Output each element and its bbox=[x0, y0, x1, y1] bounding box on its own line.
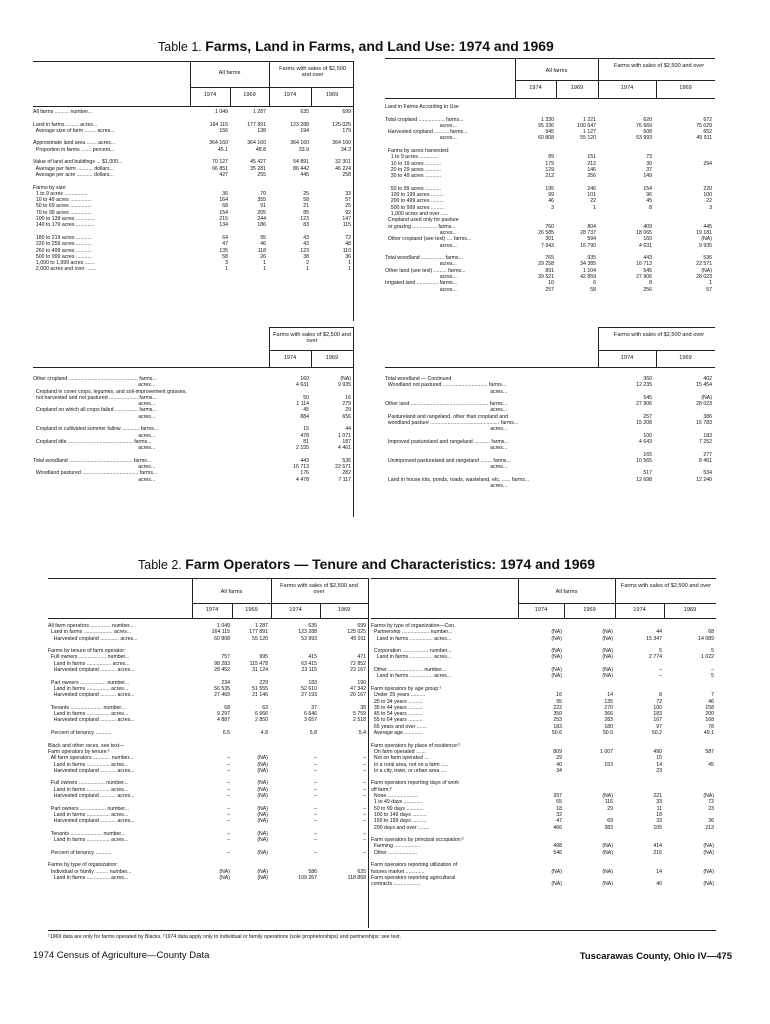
yr-1974: 1974 bbox=[620, 85, 634, 91]
table1-label: Table 1. bbox=[158, 40, 202, 54]
t2-left-col-sales-1974: 635 123 288 53 993 415 63 415 23 115 183 52 610 27 193 37 6 646 3 657 5.8 – – – – – – – – – – – – 586 109 267 bbox=[298, 623, 317, 881]
t2-left-col-1974: 1 049 164 115 60 808 757 98 283 28 452 234 56 535 27 469 68 9 297 4 887 6.5 – – – – – – – – – – – – (NA) (NA) bbox=[211, 623, 230, 881]
rule bbox=[515, 80, 715, 81]
yr-1969: 1969 bbox=[583, 607, 596, 613]
yr-1969: 1969 bbox=[243, 92, 256, 98]
table1-title bbox=[158, 38, 554, 54]
yr-1969: 1969 bbox=[245, 607, 258, 613]
t1-mid-col-1974: 160 4 631 50 1 114 45 884 15 478 81 2 155 443 16 713 176 4 478 bbox=[293, 376, 309, 483]
t1-mid-col-1969: (NA) 9 935 16 279 29 656 44 1 071 187 4 461 536 22 571 282 7 117 bbox=[335, 376, 351, 483]
rule bbox=[515, 58, 516, 98]
t2-left-col-sales-1969: 699 125 025 45 911 471 72 852 23 167 190 47 342 20 167 38 5 759 2 518 5.4 – – – – – – – – – – – – 625 118 868 bbox=[347, 623, 366, 881]
yr-1974: 1974 bbox=[633, 607, 646, 613]
rule bbox=[518, 603, 716, 604]
hdr-sales: Farms with sales of $2,500 and over bbox=[280, 583, 358, 596]
rule bbox=[192, 603, 368, 604]
rule bbox=[269, 61, 270, 106]
rule bbox=[385, 58, 715, 59]
t1-left-col-1969: 1 287 177 891 138 364 160 48.8 45 427 35 281 255 70 355 91 205 244 186 95 46 118 26 1 1 bbox=[247, 109, 266, 273]
hdr-all-farms: All farms bbox=[220, 589, 243, 595]
t2-right-labels: Farms by type of organization—Con. Partnership ................... number... Land in farms ................ acres... Corporation .................. number... Land in farms ................ acres... Other ........................ number... Land in farms ................ acres... Farm operators by age group:¹ Under 25 years .......... 25 to 34 years .......... 35 to 44 years .......... 45 to 54 years .......... 55 to 64 years .......... 65 years and over ....... Average age ............. Farm operators by place of residence:² On farm operated ....... Not on farm operated ... In a rural area, not on a farm ..... In a city, town, or urban area .... Farm operators reporting days of work off farm:² None ..................... 1 to 49 days ............. 50 to 99 days ............ 100 to 149 days .......... 150 to 199 days .......... 200 days and over ........ Farm operators by principal occupation:² Farming .................. Other .................... Farm operators reporting utilization of futures market ............. Farm operators reporting agricultural contracts ................... bbox=[371, 623, 464, 888]
rule bbox=[598, 327, 715, 328]
hdr-all-farms: All farms bbox=[218, 70, 241, 76]
yr-1969: 1969 bbox=[683, 607, 697, 613]
yr-1969: 1969 bbox=[679, 85, 692, 91]
yr-1969: 1969 bbox=[325, 355, 339, 361]
yr-1974: 1974 bbox=[205, 607, 219, 613]
rule bbox=[48, 930, 716, 931]
rule bbox=[371, 578, 716, 579]
rule bbox=[353, 61, 354, 321]
yr-1974: 1974 bbox=[534, 607, 548, 613]
rule bbox=[190, 61, 191, 106]
rule bbox=[385, 367, 715, 368]
t2-right-col-sales-1969: 68 14 089 5 1 022 – 5 7 46 158 200 168 78 49.1 587 45 (NA) 72 23 36 213 (NA) (NA) (NA) (NA) bbox=[698, 629, 714, 888]
t2-right-col-1974: (NA) (NA) (NA) (NA) (NA) (NA) 16 95 222 350 253 183 50.6 809 29 40 34 397 65 18 32 47 466 498 546 (NA) (NA) bbox=[551, 629, 562, 888]
yr-1974: 1974 bbox=[289, 607, 302, 613]
rule bbox=[371, 618, 716, 619]
rule bbox=[33, 61, 353, 62]
table2-title-text: Farm Operators — Tenure and Characteristics: 1974 and 1969 bbox=[185, 556, 596, 572]
t1-right-col-sales-1969: 672 75 029 652 45 911 294 220 100 22 3 445 19 181 (NA) 9 935 536 22 571 (NA) 28 023 1 57 bbox=[696, 116, 712, 293]
rule bbox=[190, 87, 353, 88]
t1-mid-right-col-1969: 402 15 454 (NA) 28 023 386 15 783 183 7 252 277 8 451 534 12 240 bbox=[696, 376, 712, 483]
rule bbox=[48, 578, 368, 579]
t1-left-labels: All farms .......... number... Land in farms ......... acres... Average size of farm ........ acres... Approximate land area ....... acres... Proportion in farms ....... percent... Value of land and buildings ... $1,000... Average per farm ........... dollars... Average per acre ........... dollars... Farms by size: 1 to 9 acres ................ 10 to 49 acres ............... 50 to 69 acres ............... 70 to 99 acres ............... 100 to 139 acres ............. 140 to 179 acres ............. 180 to 219 acres ........... 220 to 259 acres ........... 260 to 499 acres ........... 500 to 999 acres ........... 1,000 to 1,999 acres ....... 2,000 acres and over ....... bbox=[33, 109, 123, 273]
yr-1969: 1969 bbox=[679, 355, 692, 361]
footnote: ¹1969 data are only for farms operated by Blacks. ²1974 data apply only to individual or family operations (sole proprietorships) and partnerships; see text. bbox=[48, 934, 401, 940]
t1-left-col-sales-1974: 635 123 288 194 364 160 33.9 54 891 86 442 445 25 58 21 85 123 83 43 43 123 38 2 1 bbox=[290, 109, 309, 273]
table2-title bbox=[138, 556, 595, 572]
yr-1974: 1974 bbox=[283, 92, 297, 98]
t1-right-col-1969: 1 221 100 647 1 127 55 120 151 212 146 256 246 101 22 1 804 28 737 594 16 790 935 34 385 1 104 42 859 6 58 bbox=[577, 116, 596, 293]
t1-right-col-sales-1974: 620 76 669 608 53 993 73 30 37 149 154 96 45 8 409 18 065 160 4 631 443 16 713 545 27 906 8 256 bbox=[636, 116, 652, 293]
t1-mid-right-col-1974: 360 12 235 545 27 906 257 15 208 100 4 643 165 10 565 517 12 698 bbox=[636, 376, 652, 483]
hdr-sales: Farms with sales of $2,500 and over bbox=[613, 63, 705, 69]
t2-left-labels: All farm operators .............. number... Land in farms .................... acres... Harvested cropland ............. acres... Farms by tenure of farm operator: Full owners ................... number... Land in farms ................. acres... Harvested cropland ........... acres... Part owners .................. number... Land in farms ................ acres... Harvested cropland ........... acres... Tenants ...................... number... Land in farms ................ acres... Harvested cropland ........... acres... Percent of tenancy ........... Black and other races, see text— Farm operators by tenure:¹ All farm operators ............ number... Land in farms ................ acres... Harvested cropland ........... acres... Full owners .................. number... Land in farms ................ acres... Harvested cropland ........... acres... Part owners .................. number... Land in farms ................ acres... Harvested cropland ........... acres... Tenants ...................... number... Land in farms ................ acres... Percent of tenancy ........... Farms by type of organization: Individual or family ......... number... Land in farms ................ acres... bbox=[48, 623, 138, 881]
t1-right-col-1974: 1 330 95 336 945 60 808 89 179 129 212 195 99 46 3 760 26 585 301 7 943 765 29 258 891 39 521 10 257 bbox=[538, 116, 554, 293]
footer-publication: 1974 Census of Agriculture—County Data bbox=[33, 950, 210, 961]
yr-1969: 1969 bbox=[570, 85, 584, 91]
hdr-sales: Farms with sales of $2,500 and over bbox=[620, 583, 712, 589]
rule bbox=[598, 58, 599, 98]
footer-county-page: Tuscarawas County, Ohio IV—475 bbox=[579, 951, 732, 962]
t1-left-col-sales-1969: 699 125 025 179 364 160 34.3 32 301 46 224 258 33 57 25 92 147 115 72 48 110 36 1 1 bbox=[332, 109, 351, 273]
rule bbox=[33, 106, 353, 107]
yr-1969: 1969 bbox=[325, 92, 339, 98]
t1-mid-right-labels: Total woodland — Continued Woodland not pastured ............................... farms... acres... Other land ...................................................... farms... acres... Pastureland and rangeland, other than cropland and woodland pasture ................................................ farms... acres... Improved pastureland and rangeland ........... farms... acres... Unimproved pastureland and rangeland ........ farms... acres... Land in house lots, ponds, roads, wasteland, etc. ...... farms... acres... bbox=[385, 376, 530, 490]
rule bbox=[269, 327, 353, 328]
t1-right-labels: Land in Farms According to Use Total cropland .................. farms... acres... Harvested cropland .......... farms... acres... Farms by acres harvested: 1 to 9 acres ............. 10 to 19 acres ........... 20 to 29 acres ........... 30 to 49 acres ........... 50 to 99 acres ........... 100 to 199 acres ......... 200 to 499 acres ......... 500 to 999 acres ......... 1,000 acres and over ..... Cropland used only for pasture or grazing ................. farms... acres... Other cropland (see text) .... farms... acres... Total woodland ................ farms... acres... Other land (see text) ......... farms... acres... Irrigated land ............... farms... acres... bbox=[385, 104, 472, 293]
rule bbox=[385, 98, 715, 99]
hdr-all-farms: All farms bbox=[555, 589, 578, 595]
rule bbox=[353, 327, 354, 517]
yr-1974: 1974 bbox=[529, 85, 542, 91]
hdr-all-farms: All farms bbox=[545, 68, 568, 74]
rule bbox=[368, 578, 369, 928]
table1-title-text: Farms, Land in Farms, and Land Use: 1974 and 1969 bbox=[205, 38, 554, 54]
yr-1974: 1974 bbox=[283, 355, 297, 361]
hdr-sales: Farms with sales of $2,500 and over bbox=[613, 332, 705, 338]
hdr-sales: Farms with sales of $2,500 and over bbox=[279, 66, 346, 79]
t2-right-col-sales-1974: 44 15 347 5 2 774 – – 8 72 100 183 167 97 50.2 490 15 14 23 221 33 11 18 33 105 414 216 14 40 bbox=[646, 629, 662, 888]
t1-left-col-1974: 1 049 164 115 156 364 160 45.1 70 127 66 851 427 36 164 68 154 215 134 64 47 135 58 3 1 bbox=[209, 109, 228, 273]
t1-mid-labels: Other cropland ................................................ farms... acres... Cropland in cover crops, legumes, and soil-improvement grasses, not harvested and not pastured .................... farms... acres... Cropland on which all crops failed ................ farms... acres... Cropland in cultivated summer fallow ............ farms... acres... Cropland idle ............................................. farms... acres... Total woodland ............................................ farms... acres... Woodland pastured ....................................... farms... acres... bbox=[33, 376, 187, 483]
hdr-sales: Farms with sales of $2,500 and over bbox=[273, 332, 351, 345]
yr-1969: 1969 bbox=[337, 607, 351, 613]
rule bbox=[33, 367, 353, 368]
yr-1974: 1974 bbox=[620, 355, 634, 361]
t2-right-col-1969: (NA) (NA) (NA) (NA) (NA) (NA) 14 135 270 366 283 180 50.5 1 007 153 (NA) 116 29 69 383 (NA) (NA) (NA) (NA) bbox=[600, 629, 613, 888]
yr-1974: 1974 bbox=[203, 92, 217, 98]
rule bbox=[48, 618, 368, 619]
t2-left-col-1969: 1 287 177 891 55 120 995 115 478 31 124 229 51 555 21 146 63 6 666 2 850 4.8 (NA) (NA) (NA) (NA) (NA) (NA) (NA) (NA) (NA) (NA) (NA) (NA) (NA) (NA) bbox=[249, 623, 268, 881]
table2-label: Table 2. bbox=[138, 558, 182, 572]
